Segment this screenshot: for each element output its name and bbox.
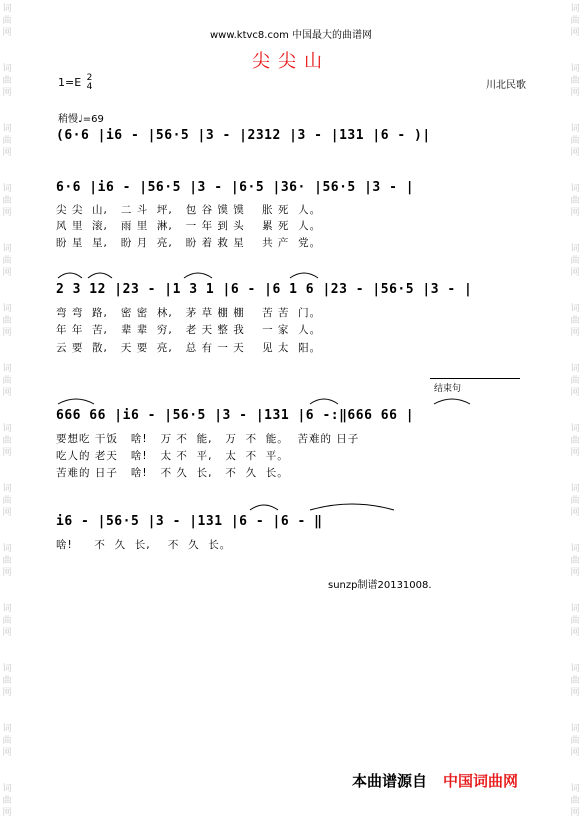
watermark-char: 曲 [570,196,580,206]
song-title: 尖尖山 [252,51,330,72]
watermark-char: 词 [2,64,12,74]
watermark-char: 曲 [2,256,12,266]
watermark-char: 词 [570,664,580,674]
watermark-char: 曲 [2,196,12,206]
ending-phrase-label: 结束句 [430,378,520,394]
watermark-char: 曲 [2,436,12,446]
watermark-char: 词 [570,4,580,14]
watermark-char: 曲 [570,316,580,326]
watermark-char: 词 [570,724,580,734]
watermark-char: 词 [2,124,12,134]
source-label: 本曲谱源自 [352,772,428,790]
watermark-char: 词 [570,124,580,134]
line1-verse1: 尖 尖 山, 二 斗 坪, 包 谷 馍 馍 胀 死 人。 [56,204,322,216]
slur-mark [184,273,212,278]
watermark-char: 网 [2,268,12,278]
watermark-char: 曲 [2,736,12,746]
watermark-char: 曲 [2,76,12,86]
watermark-char: 网 [570,28,580,38]
watermark-char: 词 [570,364,580,374]
watermark-char: 曲 [570,616,580,626]
watermark-char: 网 [570,148,580,158]
watermark-char: 词 [2,244,12,254]
watermark-char: 词 [2,724,12,734]
watermark-char: 词 [2,184,12,194]
watermark-char: 曲 [570,796,580,806]
line3-verse1: 要想吃 干饭 啥! 万 不 能, 万 不 能。 苦难的 日子 [56,433,360,445]
watermark-char: 网 [2,448,12,458]
watermark-char: 词 [2,304,12,314]
line4-verse: 啥! 不 久 长, 不 久 长。 [56,539,232,551]
watermark-char: 曲 [2,496,12,506]
watermark-char: 网 [570,628,580,638]
slur-mark [88,273,112,278]
watermark-char: 词 [570,544,580,554]
watermark-char: 网 [2,208,12,218]
watermark-char: 词 [570,304,580,314]
watermark-char: 词 [2,664,12,674]
watermark-char: 词 [570,64,580,74]
watermark-char: 词 [570,784,580,794]
watermark-char: 词 [2,364,12,374]
watermark-char: 曲 [570,676,580,686]
watermark-char: 词 [570,424,580,434]
watermark-char: 网 [2,568,12,578]
watermark-char: 曲 [2,796,12,806]
watermark-char: 曲 [2,616,12,626]
tempo-marking: 稍慢♩=69 [58,114,104,125]
watermark-char: 词 [570,484,580,494]
watermark-char: 网 [2,688,12,698]
watermark-char: 网 [570,448,580,458]
watermark-char: 网 [2,388,12,398]
key-label: 1=E [58,76,82,89]
watermark-char: 网 [2,28,12,38]
watermark-char: 网 [2,148,12,158]
watermark-char: 词 [2,604,12,614]
watermark-char: 网 [570,808,580,818]
watermark-char: 网 [570,208,580,218]
watermark-char: 曲 [570,556,580,566]
watermark-char: 词 [570,244,580,254]
watermark-char: 曲 [570,256,580,266]
watermark-char: 曲 [570,376,580,386]
watermark-char: 曲 [2,16,12,26]
arranger-credit: sunzp制谱20131008. [328,580,432,591]
watermark-char: 网 [570,748,580,758]
watermark-char: 词 [2,4,12,14]
watermark-char: 词 [570,604,580,614]
watermark-char: 网 [570,88,580,98]
song-origin: 川北民歌 [486,80,526,91]
site-url: www.ktvc8.com 中国最大的曲谱网 [209,30,372,41]
line1-verse3: 盼 星 星, 盼 月 亮, 盼 着 救 星 共 产 党。 [56,237,322,249]
watermark-char: 词 [2,784,12,794]
watermark-char: 词 [2,484,12,494]
watermark-char: 曲 [570,436,580,446]
watermark-char: 曲 [570,136,580,146]
slur-mark [434,399,470,404]
line1-notation: 6·6 |i6 - |56·5 |3 - |6·5 |36· |56·5 |3 - | [56,180,415,195]
watermark-char: 曲 [2,136,12,146]
source-site-name: 中国词曲网 [443,772,519,790]
line3-verse3: 苦难的 日子 啥! 不 久 长, 不 久 长。 [56,467,289,479]
watermark-char: 曲 [570,76,580,86]
line2-verse3: 云 要 散, 天 要 亮, 总 有 一 天 见 太 阳。 [56,342,322,354]
slur-mark [58,273,82,278]
watermark-char: 网 [2,808,12,818]
line3-verse2: 吃人的 老天 啥! 太 不 平, 太 不 平。 [56,450,289,462]
meter-top: 2 [86,73,93,83]
line1-verse2: 风 里 滚, 雨 里 淋, 一 年 到 头 累 死 人。 [56,220,322,232]
watermark-char: 词 [570,184,580,194]
watermark-char: 词 [2,424,12,434]
watermark-char: 网 [2,328,12,338]
slur-mark [290,273,318,278]
watermark-char: 曲 [2,676,12,686]
watermark-char: 曲 [2,556,12,566]
meter-bottom: 4 [86,82,93,92]
watermark-char: 曲 [570,16,580,26]
watermark-char: 网 [570,328,580,338]
line3-notation: 666 66 |i6 - |56·5 |3 - |131 |6 -:‖666 66 | [56,408,415,423]
watermark-char: 曲 [2,316,12,326]
watermark-char: 网 [2,508,12,518]
watermark-char: 网 [2,748,12,758]
watermark-char: 曲 [570,736,580,746]
watermark-char: 网 [2,88,12,98]
watermark-char: 词 [2,544,12,554]
line2-verse2: 年 年 苦, 辈 辈 穷, 老 天 整 我 一 家 人。 [56,324,322,336]
line4-notation: i6 - |56·5 |3 - |131 |6 - |6 - ‖ [56,514,323,529]
watermark-char: 网 [570,568,580,578]
line2-notation: 2 3 12 |23 - |1 3 1 |6 - |6 1 6 |23 - |56·5 |3 - | [56,282,473,297]
intro-notation: (6·6 |i6 - |56·5 |3 - |2312 |3 - |131 |6 - )| [56,128,431,143]
watermark-char: 网 [570,508,580,518]
watermark-char: 网 [2,628,12,638]
slur-mark [58,399,94,404]
slur-mark [250,505,278,510]
watermark-char: 网 [570,388,580,398]
slur-mark [310,399,338,404]
slur-mark [310,504,394,510]
watermark-char: 网 [570,268,580,278]
watermark-char: 曲 [2,376,12,386]
watermark-char: 网 [570,688,580,698]
watermark-char: 曲 [570,496,580,506]
line2-verse1: 弯 弯 路, 密 密 林, 茅 草 棚 棚 苦 苦 门。 [56,307,322,319]
